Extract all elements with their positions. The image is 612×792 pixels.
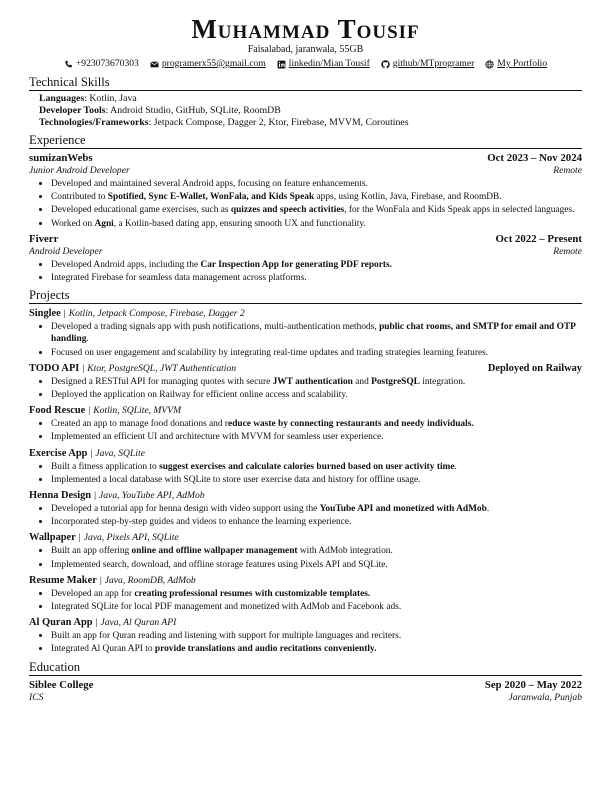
contact-item (64, 57, 139, 71)
bullet-text: Integrated Firebase for seamless data management across platforms. (51, 273, 307, 284)
section-heading-skills: Technical Skills (29, 75, 582, 91)
project-name: Singlee (29, 308, 61, 320)
bullet-emphasis: Spotified, Sync E-Wallet, WonFala, and Kids Speak (107, 192, 315, 203)
bullet-emphasis: provide translations and audio recitations conveniently. (154, 644, 377, 655)
skill-label: Languages (39, 93, 85, 104)
bullet-text: and (352, 376, 372, 387)
project-header (29, 531, 582, 544)
project-header (29, 362, 582, 375)
education-subheader (29, 692, 582, 704)
project-tech: Ktor, PostgreSQL, JWT Authentication (87, 362, 237, 374)
project-name: Henna Design (29, 490, 92, 502)
bullet-text: Implemented an efficient UI and architecture with MVVM for seamless user experience. (51, 432, 384, 443)
contact-bar (29, 57, 582, 71)
bullet-text: Developed a trading signals app with push notifications, multi-authentication methods, (51, 322, 380, 333)
bullet-item (51, 320, 582, 345)
job-subheader (29, 165, 582, 177)
project-title-group (29, 404, 181, 417)
bullet-item (51, 460, 582, 473)
section-heading-education: Education (29, 660, 582, 676)
bullet-list (29, 587, 582, 613)
projects-list (29, 307, 582, 655)
project-tech: Kotlin, Jetpack Compose, Firebase, Dagger 2 (68, 308, 245, 320)
project-tech: Java, Pixels API, SQLite (83, 532, 179, 544)
bullet-text: Integrated SQLite for local PDF management and monetized with AdMob and Facebook ads. (51, 602, 402, 613)
bullet-item (51, 417, 582, 430)
job-role: Junior Android Developer (29, 165, 130, 176)
contact-link[interactable]: github/MTprogramer (392, 58, 475, 69)
project-separator: | (90, 447, 93, 459)
bullet-emphasis: quizzes and speech activities (230, 205, 345, 216)
job-header (29, 152, 582, 165)
project-separator: | (78, 532, 81, 544)
job-dates: Oct 2022 – Present (495, 232, 582, 245)
project-name: Resume Maker (29, 574, 97, 586)
bullet-item (51, 642, 582, 655)
project-name: Food Rescue (29, 405, 86, 417)
skill-label: Technologies/Frameworks (39, 117, 149, 128)
experience-entry (29, 152, 582, 230)
project-name: Al Quran App (29, 617, 93, 629)
job-role: Android Developer (29, 245, 103, 257)
bullet-text: , for the WonFala and Kids Speak apps in selected languages. (344, 205, 575, 216)
bullet-list (29, 417, 582, 443)
bullet-emphasis: suggest exercises and calculate calories burned based on user activity time (159, 461, 455, 472)
project-separator: | (99, 574, 102, 586)
bullet-item (51, 515, 582, 528)
bullet-item (51, 544, 582, 557)
project-header (29, 307, 582, 320)
bullet-list (29, 629, 582, 655)
contact-link[interactable]: linkedin/Mian Tousif (288, 58, 370, 69)
bullet-text: Developed educational game exercises, such as (51, 205, 231, 216)
education-place: Jaranwala, Punjab (508, 691, 582, 703)
degree: ICS (29, 691, 44, 703)
bullet-text: Contributed to (51, 192, 108, 203)
bullet-text: apps, using Kotlin, Java, Firebase, and RoomDB. (314, 192, 502, 203)
bullet-item (51, 346, 582, 359)
project-entry (29, 616, 582, 655)
project-separator: | (94, 490, 96, 502)
bullet-list (29, 258, 582, 284)
bullet-text: Incorporated step-by-step guides and videos to enhance the learning experience. (51, 517, 352, 528)
bullet-emphasis: public chat rooms, and SMTP for email and OTP handling (51, 322, 576, 345)
project-separator: | (82, 362, 85, 374)
project-name: TODO API (29, 362, 80, 374)
project-tech: Kotlin, SQLite, MVVM (93, 405, 182, 417)
bullet-emphasis: online and offline wallpaper management (131, 546, 298, 557)
bullet-text: Developed Android apps, including the (51, 259, 201, 270)
project-entry (29, 447, 582, 486)
project-deployment: Deployed on Railway (487, 362, 582, 374)
project-tech: Java, RoomDB, AdMob (104, 574, 196, 586)
skill-value: : Kotlin, Java (84, 93, 137, 104)
project-separator: | (95, 617, 98, 629)
bullet-text: Developed an app for (51, 588, 135, 599)
bullet-item (51, 217, 582, 230)
bullet-text: Developed a tutorial app for henna design with video support using the (51, 504, 320, 515)
bullet-item (51, 271, 582, 284)
skill-line (39, 105, 582, 117)
project-tech: Java, Al Quran API (100, 617, 177, 629)
bullet-emphasis: JWT authentication (272, 376, 353, 387)
project-entry (29, 574, 582, 613)
bullet-text: . (86, 334, 89, 345)
project-header (29, 489, 582, 502)
bullet-item (51, 600, 582, 613)
contact-item[interactable] (150, 57, 266, 71)
bullet-text: with AdMob integration. (297, 546, 393, 557)
bullet-list (29, 375, 582, 401)
bullet-text: Worked on (51, 218, 95, 229)
section-heading-projects: Projects (29, 288, 582, 304)
education-list (29, 679, 582, 704)
project-header (29, 616, 582, 629)
job-dates: Oct 2023 – Nov 2024 (487, 152, 582, 164)
bullet-item (51, 258, 582, 271)
bullet-list (29, 544, 582, 570)
resume-page (29, 14, 582, 704)
education-entry (29, 679, 582, 704)
experience-entry (29, 233, 582, 284)
contact-text: +923073670303 (75, 58, 139, 69)
bullet-emphasis: YouTube API and monetized with AdMob (319, 504, 487, 515)
bullet-item (51, 190, 582, 203)
project-header (29, 447, 582, 460)
education-header (29, 679, 582, 692)
linkedin-icon (277, 60, 286, 69)
bullet-text: Developed and maintained several Android apps, focusing on feature enhancements. (51, 179, 368, 189)
project-separator: | (88, 405, 91, 417)
bullet-item (51, 473, 582, 486)
skill-line (39, 93, 582, 105)
project-entry (29, 362, 582, 401)
project-title-group (29, 447, 145, 460)
skill-value: : Android Studio, GitHub, SQLite, RoomDB (105, 105, 281, 116)
project-header (29, 404, 582, 417)
bullet-text: integration. (419, 376, 466, 387)
phone-icon (64, 60, 73, 69)
project-title-group (29, 574, 196, 587)
project-tech: Java, YouTube API, AdMob (99, 490, 205, 502)
contact-link[interactable]: programerx55@gmail.com (161, 58, 266, 69)
bullet-item (51, 587, 582, 600)
bullet-item (51, 388, 582, 401)
job-header (29, 233, 582, 246)
bullet-emphasis: Agni (94, 218, 114, 229)
github-icon (381, 60, 390, 69)
bullet-text: Built a fitness application to (51, 461, 160, 472)
bullet-text: Built an app offering (51, 546, 132, 557)
skill-line (39, 117, 582, 129)
project-title-group (29, 531, 179, 544)
job-place: Remote (553, 165, 582, 176)
bullet-item (51, 430, 582, 443)
bullet-text: Focused on user engagement and scalability by integrating real-time updates and trading strategies learning features. (51, 347, 489, 358)
globe-icon (485, 60, 494, 69)
bullet-text: Deployed the application on Railway for efficient online access and scalability. (51, 390, 348, 401)
project-header (29, 574, 582, 587)
bullet-item (51, 177, 582, 190)
bullet-item (51, 502, 582, 515)
bullet-text: Created an app to manage food donations and r (51, 419, 229, 430)
bullet-emphasis: Car Inspection App for generating PDF reports. (200, 259, 393, 270)
project-separator: | (63, 308, 66, 320)
education-dates: Sep 2020 – May 2022 (484, 678, 582, 691)
skill-label: Developer Tools (39, 105, 106, 116)
bullet-item (51, 375, 582, 388)
school-name: Siblee College (29, 678, 94, 691)
job-place: Remote (553, 245, 582, 257)
project-entry (29, 307, 582, 359)
project-name: Exercise App (29, 447, 88, 459)
project-title-group (29, 489, 205, 502)
project-name: Wallpaper (29, 532, 76, 544)
bullet-list (29, 320, 582, 359)
contact-item[interactable] (381, 57, 475, 71)
bullet-item (51, 203, 582, 216)
project-entry (29, 489, 582, 528)
bullet-text: Designed a RESTful API for managing quotes with secure (51, 376, 273, 387)
candidate-location: Faisalabad, jaranwala, 55GB (247, 44, 364, 55)
contact-item[interactable] (277, 57, 370, 71)
bullet-emphasis: PostgreSQL (371, 376, 420, 387)
project-entry (29, 531, 582, 570)
bullet-text: Built an app for Quran reading and listening with support for multiple languages and reciters. (51, 631, 402, 642)
project-entry (29, 404, 582, 443)
job-subheader (29, 246, 582, 258)
skill-value: : Jetpack Compose, Dagger 2, Ktor, Firebase, MVVM, Coroutines (148, 117, 409, 128)
section-heading-experience: Experience (29, 133, 582, 149)
bullet-list (29, 177, 582, 230)
email-icon (150, 60, 159, 69)
bullet-text: , a Kotlin-based dating app, ensuring smooth UX and functionality. (113, 218, 366, 229)
bullet-text: Integrated Al Quran API to (51, 644, 155, 655)
bullet-text: . (454, 461, 457, 472)
bullet-text: Implemented a local database with SQLite to store user exercise data and history for offline usage. (51, 474, 421, 485)
project-tech: Java, SQLite (95, 447, 145, 459)
project-title-group (29, 307, 245, 320)
bullet-list (29, 502, 582, 528)
company-name: Fiverr (29, 232, 59, 245)
contact-link[interactable]: My Portfolio (497, 58, 548, 69)
company-name: sumizanWebs (29, 152, 93, 164)
candidate-name: Muhammad Tousif (191, 14, 420, 44)
project-title-group (29, 362, 236, 375)
bullet-emphasis: creating professional resumes with customizable templates. (134, 588, 371, 599)
contact-item[interactable] (485, 57, 547, 71)
skills-list (39, 93, 582, 129)
bullet-list (29, 460, 582, 486)
bullet-text: Implemented search, download, and offline storage features using Pixels API and SQLite. (51, 559, 388, 570)
bullet-text: . (486, 504, 490, 515)
experience-list (29, 152, 582, 284)
bullet-item (51, 629, 582, 642)
bullet-item (51, 558, 582, 571)
bullet-emphasis: educe waste by connecting restaurants and needy individuals. (228, 419, 474, 430)
project-title-group (29, 616, 176, 629)
